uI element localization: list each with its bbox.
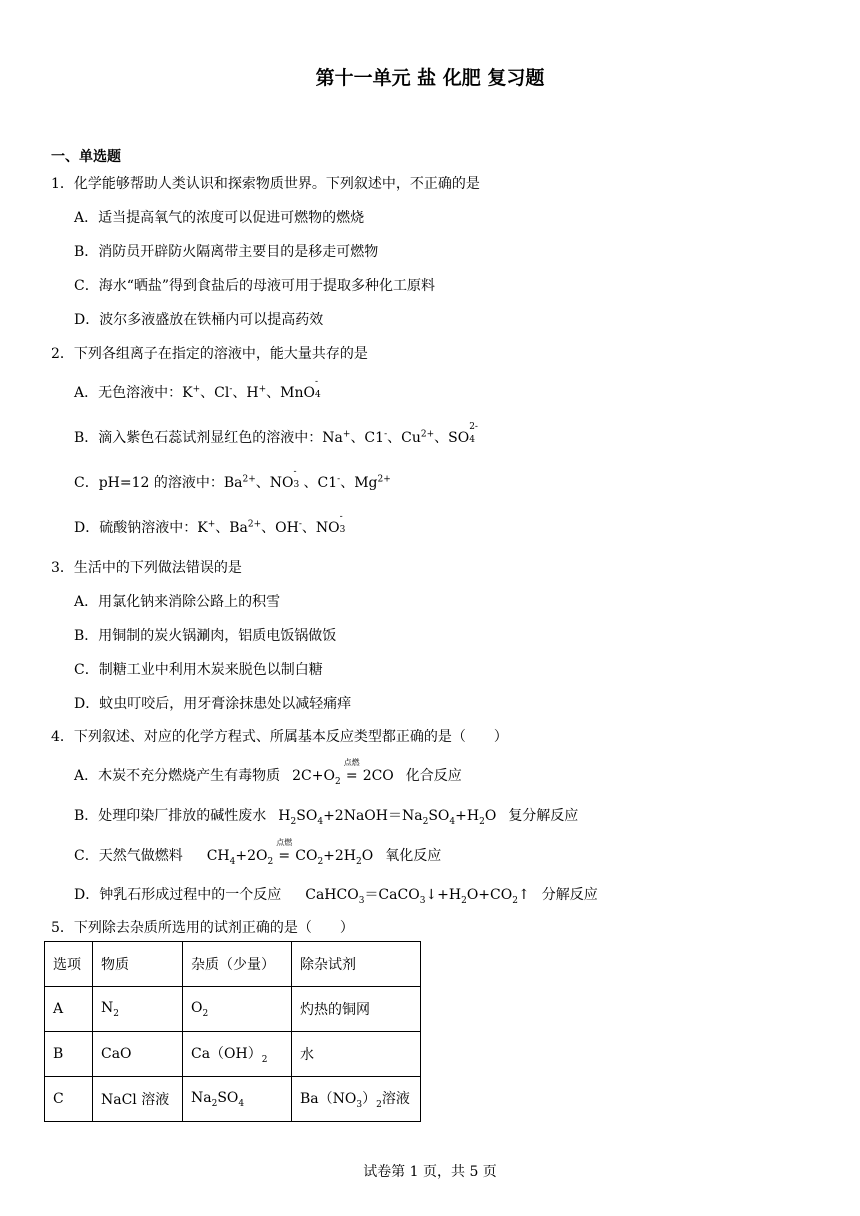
- table-row: [45, 1032, 421, 1077]
- page-footer: 试卷第 1 页，共 5 页: [363, 1164, 497, 1180]
- table-cell: $N_2$: [93, 987, 183, 1032]
- table-cell: $O_2$: [183, 987, 292, 1032]
- table-cell: CaO: [93, 1032, 183, 1077]
- table-cell: B: [45, 1032, 93, 1077]
- table-cell: $Ba(NO_3)_2$溶液: [292, 1077, 421, 1122]
- question-5-stem: 5．下列除去杂质所选用的试剂正确的是（ ）: [51, 920, 354, 936]
- question-2-option-c: C．pH=12 的溶液中：$Ba^{2+}$、NO - 3 、C1-、$Mg^{2+}$: [74, 467, 391, 491]
- table-header-cell: 除杂试剂: [292, 942, 421, 987]
- impurity-table: [44, 941, 421, 1122]
- question-2-option-d: D．硫酸钠溶液中：K+、$Ba^{2+}$、OH-、NO - 3: [74, 512, 346, 536]
- section-heading: 一、单选题: [51, 149, 121, 165]
- table-header-cell: 杂质（少量）: [183, 942, 292, 987]
- question-3-option-b: B．用铜制的炭火锅涮肉，铝质电饭锅做饭: [74, 628, 337, 644]
- table-cell: NaCl 溶液: [93, 1077, 183, 1122]
- question-1-option-b: B．消防员开辟防火隔离带主要目的是移走可燃物: [74, 244, 379, 260]
- table-cell: $Na_2SO_4$: [183, 1077, 292, 1122]
- question-1-option-a: A．适当提高氧气的浓度可以促进可燃物的燃烧: [74, 210, 365, 226]
- question-2-stem: 2．下列各组离子在指定的溶液中，能大量共存的是: [51, 346, 368, 362]
- question-3-option-d: D．蚊虫叮咬后，用牙膏涂抹患处以减轻痛痒: [74, 696, 352, 712]
- table-row: [45, 1077, 421, 1122]
- question-4-stem: 4．下列叙述、对应的化学方程式、所属基本反应类型都正确的是（ ）: [51, 729, 508, 745]
- table-row: [45, 987, 421, 1032]
- question-2-option-a: A．无色溶液中：K+、Cl-、H+、MnO - 4: [74, 377, 321, 401]
- table-cell: A: [45, 987, 93, 1032]
- question-4-option-d: D．钟乳石形成过程中的一个反应 $CaHCO_3=CaCO_3↓+H_2O+CO_2↑$ 分解反应: [74, 887, 598, 906]
- question-3-option-a: A．用氯化钠来消除公路上的积雪: [74, 594, 281, 610]
- table-cell: 灼热的铜网: [292, 987, 421, 1032]
- table-header-cell: 选项: [45, 942, 93, 987]
- question-3-stem: 3．生活中的下列做法错误的是: [51, 560, 242, 576]
- question-4-option-a: A．木炭不充分燃烧产生有毒物质 $2C+O_2$ 点燃 = 2CO 化合反应: [74, 758, 462, 787]
- question-2-option-b: B．滴入紫色石蕊试剂显红色的溶液中：Na+、C1-、$Cu^{2+}$、SO 2- 4: [74, 422, 478, 446]
- question-1-option-d: D．波尔多液盛放在铁桶内可以提高药效: [74, 312, 324, 328]
- table-cell: $Ca(OH)_2$: [183, 1032, 292, 1077]
- question-3-option-c: C．制糖工业中利用木炭来脱色以制白糖: [74, 662, 323, 678]
- question-1-option-c: C．海水“晒盐”得到食盐后的母液可用于提取多种化工原料: [74, 278, 436, 294]
- table-header-cell: 物质: [93, 942, 183, 987]
- table-header-row: [45, 942, 421, 987]
- question-1-stem: 1．化学能够帮助人类认识和探索物质世界。下列叙述中，不正确的是: [51, 176, 480, 192]
- question-4-option-c: C．天然气做燃料 $CH_4+2O_2$ 点燃 = $CO_2+2H_2O$ 氧化反应: [74, 838, 442, 867]
- question-4-option-b: B．处理印染厂排放的碱性废水 $H_2SO_4+2NaOH=Na_2SO_4+H_2O$ 复分解反应: [74, 808, 579, 827]
- table-cell: 水: [292, 1032, 421, 1077]
- table-cell: C: [45, 1077, 93, 1122]
- page-title: 第十一单元 盐 化肥 复习题: [315, 67, 545, 89]
